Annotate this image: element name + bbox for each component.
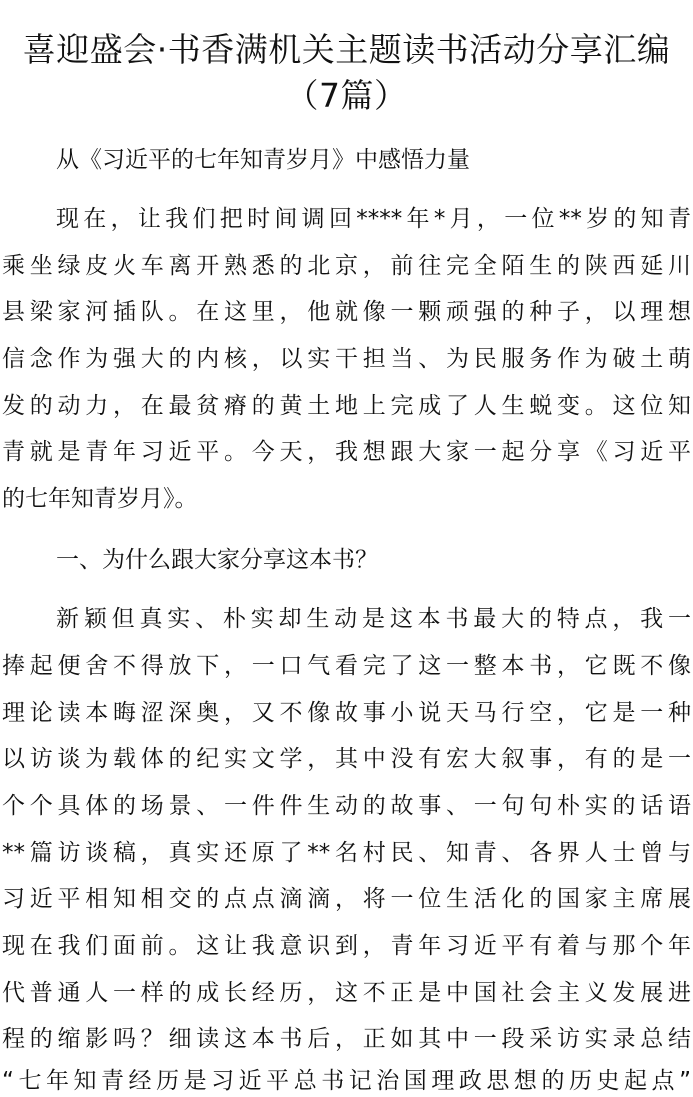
document-title-count: （7篇） — [285, 76, 408, 115]
paragraph-line: 捧起便舍不得放下，一口气看完了这一整本书，它既不像 — [2, 653, 691, 679]
paragraph-line: 新颖但真实、朴实却生动是这本书最大的特点，我一 — [56, 606, 691, 632]
paragraph-line: 习近平相知相交的点点滴滴，将一位生活化的国家主席展 — [2, 886, 691, 912]
paragraph-line: **篇访谈稿，真实还原了**名村民、知青、各界人士曾与 — [2, 840, 691, 866]
paragraph-line: 程的缩影吗？细读这本书后，正如其中一段采访实录总结 — [2, 1026, 691, 1052]
paragraph-line: 发的动力，在最贫瘠的黄土地上完成了人生蜕变。这位知 — [2, 393, 691, 419]
paragraph-line: “七年知青经历是习近平总书记治国理政思想的历史起点” — [2, 1068, 691, 1094]
paragraph-line: 县梁家河插队。在这里，他就像一颗顽强的种子，以理想 — [2, 299, 691, 325]
paragraph-line: 青就是青年习近平。今天，我想跟大家一起分享《习近平 — [2, 439, 691, 465]
section-heading: 一、为什么跟大家分享这本书？ — [56, 547, 378, 573]
paragraph-line: 现在我们面前。这让我意识到，青年习近平有着与那个年 — [2, 933, 691, 959]
paragraph-line: 以访谈为载体的纪实文学，其中没有宏大叙事，有的是一 — [2, 746, 691, 772]
paragraph-line: 理论读本晦涩深奥，又不像故事小说天马行空，它是一种 — [2, 700, 691, 726]
paragraph-line: 现在，让我们把时间调回****年*月，一位**岁的知青 — [56, 206, 691, 232]
paragraph-line: 乘坐绿皮火车离开熟悉的北京，前往完全陌生的陕西延川 — [2, 253, 691, 279]
paragraph-line: 代普通人一样的成长经历，这不正是中国社会主义发展进 — [2, 980, 691, 1006]
paragraph-line: 个个具体的场景、一件件生动的故事、一句句朴实的话语 — [2, 793, 691, 819]
document-title: 喜迎盛会·书香满机关主题读书活动分享汇编 — [22, 30, 671, 69]
paragraph-line: 信念作为强大的内核，以实干担当、为民服务作为破土萌 — [2, 346, 691, 372]
article-subtitle: 从《习近平的七年知青岁月》中感悟力量 — [56, 147, 470, 173]
paragraph-line: 的七年知青岁月》。 — [2, 486, 198, 512]
